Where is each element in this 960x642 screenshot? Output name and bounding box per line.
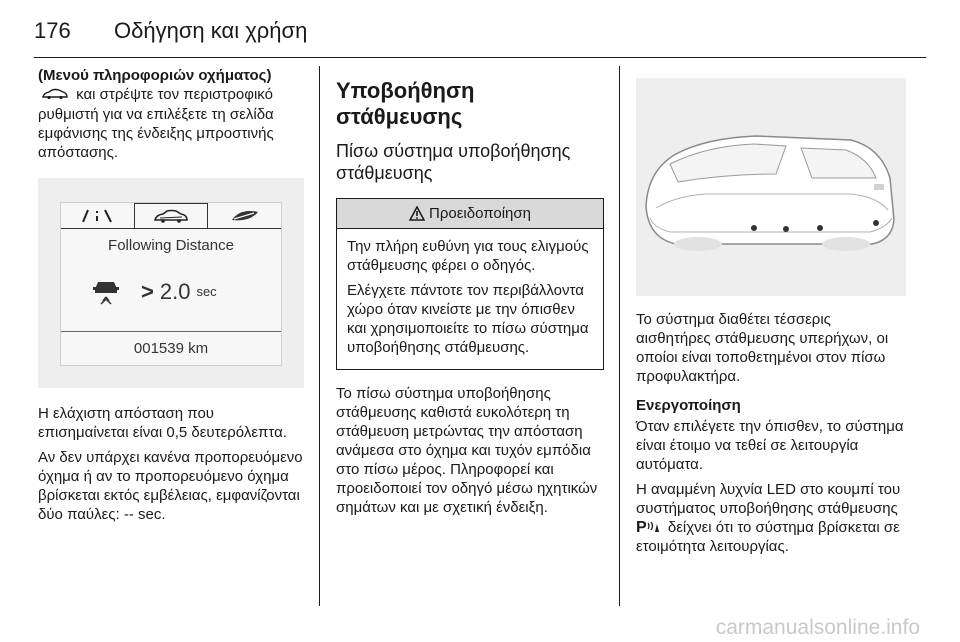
lcd-tab-lane	[61, 203, 134, 229]
page-header	[34, 18, 307, 44]
column-1	[38, 66, 304, 530]
lcd-tab-rule	[61, 228, 281, 229]
warning-box	[336, 198, 604, 370]
lcd-title: Following Distance	[108, 236, 234, 254]
rear-bumper-sensors-figure	[636, 78, 906, 296]
lcd-distance-unit: sec	[196, 284, 217, 300]
system-description-paragraph: Το πίσω σύστημα υποβοήθησης στάθμευσης καθιστά ευκολότερη τη στάθμευση μετρώντας την απόσταση ανάμεσα στο όχημα και τυχόν εμπόδια στο πίσω μέρος. Πληροφορεί και προειδοποιεί τον οδηγό μέσω ηχητικών σημάτων και με σχετική ένδειξη.	[336, 385, 598, 516]
following-distance-icon	[91, 279, 121, 305]
intro-paragraph	[38, 66, 304, 162]
parking-sensor-icon	[647, 520, 661, 533]
lcd-odometer: 001539 km	[133, 339, 209, 357]
activation-text-a: Η αναμμένη λυχνία LED στο κουμπί του συστήματος υποβοήθησης στάθμευσης	[636, 481, 901, 517]
lcd-greater-than: >	[141, 279, 154, 305]
activation-heading: Ενεργοποίηση	[636, 397, 741, 414]
column-3	[636, 66, 906, 562]
warning-paragraph-2: Ελέγχετε πάντοτε τον περιβάλλοντα χώρο όταν κινείστε με την όπισθεν και χρησιμοποιείτε το πίσω σύστημα υποβοήθησης στάθμευσης.	[347, 282, 589, 356]
lcd-tab-eco	[208, 203, 281, 229]
page-title: Οδήγηση και χρήση	[114, 18, 308, 43]
car-icon	[41, 86, 69, 105]
warning-triangle-icon	[409, 206, 425, 221]
lcd-distance-value: 2.0	[159, 279, 191, 305]
activation-paragraph-1: Όταν επιλέγετε την όπισθεν, το σύστημα είναι έτοιμο να τεθεί σε λειτουργία αυτόματα.	[636, 418, 904, 473]
car-rear-illustration	[636, 78, 906, 296]
header-rule	[34, 57, 926, 58]
warning-paragraph-1: Την πλήρη ευθύνη για τους ελιγμούς στάθμευσης φέρει ο οδηγός.	[347, 238, 589, 274]
car-icon	[151, 207, 191, 225]
no-vehicle-paragraph: Αν δεν υπάρχει κανένα προπορευόμενο όχημα ή αν το προπορευόμενο όχημα βρίσκεται εκτός εμβέλειας, εμφανίζονται δύο παύλες: -- sec.	[38, 448, 303, 523]
watermark: carmanualsonline.info	[715, 616, 920, 639]
warning-body	[337, 229, 603, 369]
warning-header	[337, 199, 603, 229]
activation-text-b: δείχνει ότι το σύστημα βρίσκεται σε ετοιμότητα λειτουργίας.	[636, 519, 900, 555]
driver-info-display-figure	[38, 178, 304, 388]
lane-departure-icon	[79, 208, 115, 224]
sensors-paragraph: Το σύστημα διαθέτει τέσσερις αισθητήρες στάθμευσης υπερήχων, οι οποίοι είναι τοποθετημένοι στον πίσω προφυλακτήρα.	[636, 311, 889, 385]
lcd-tab-following-distance	[134, 203, 209, 229]
section-heading: Υποβοήθηση στάθμευσης	[336, 78, 475, 129]
column-divider-2	[619, 66, 620, 606]
page-number: 176	[34, 18, 71, 43]
min-distance-paragraph: Η ελάχιστη απόσταση που επισημαίνεται είναι 0,5 δευτερόλεπτα.	[38, 404, 287, 441]
parking-assist-symbol: P	[636, 519, 647, 536]
lcd-tabs	[61, 203, 281, 229]
subsection-heading: Πίσω σύστημα υποβοήθησης στάθμευσης	[336, 141, 571, 183]
activation-paragraph-2	[636, 480, 906, 556]
lcd-screen	[60, 202, 282, 366]
lcd-value-row	[91, 279, 217, 305]
warning-title: Προειδοποίηση	[429, 205, 531, 222]
column-divider-1	[319, 66, 320, 606]
column-2	[336, 66, 604, 523]
intro-rest: και στρέψτε τον περιστροφικό ρυθμιστή για να επιλέξετε τη σελίδα εμφάνισης της ένδειξης μπροστινής απόστασης.	[38, 86, 274, 161]
intro-bold: (Μενού πληροφοριών οχήματος)	[38, 67, 272, 84]
lcd-divider	[61, 331, 281, 332]
leaf-icon	[228, 208, 262, 224]
